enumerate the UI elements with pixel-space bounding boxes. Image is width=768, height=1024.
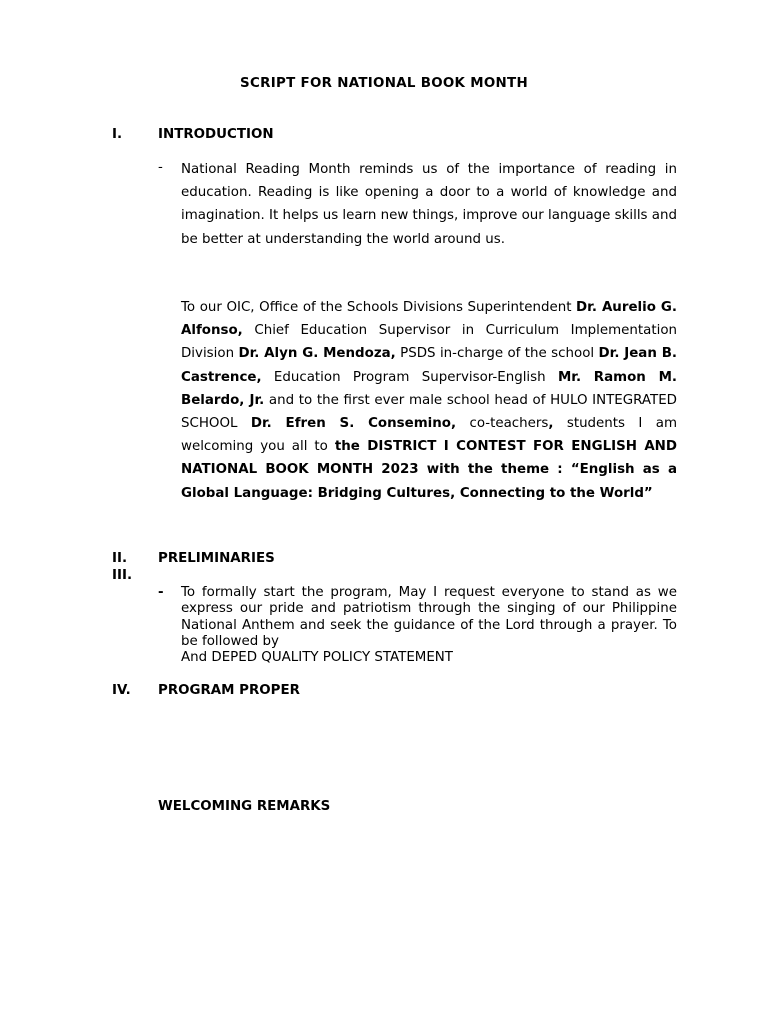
greeting-text: To our OIC, Office of the Schools Divisions Superintendent [181, 300, 577, 315]
greeting-paragraph [181, 296, 677, 505]
bullet-dash: - [158, 160, 163, 175]
section-numeral-program-proper: IV. [112, 683, 131, 698]
bullet-dash: - [158, 585, 164, 600]
greeting-text: Education Program Supervisor-English [261, 369, 558, 385]
section-numeral-extra: III. [112, 568, 133, 583]
section-heading-preliminaries: PRELIMINARIES [158, 551, 275, 566]
greeting-text: and to the first ever male school head of HULO INTEGRATED SCHOOL [181, 392, 677, 432]
preliminaries-last-line: And DEPED QUALITY POLICY STATEMENT [181, 650, 453, 665]
section-numeral-introduction: I. [112, 127, 123, 142]
greeting-name-ces: Dr. Alyn G. Mendoza, [238, 346, 396, 362]
section-numeral-preliminaries: II. [112, 551, 128, 566]
intro-paragraph: National Reading Month reminds us of the importance of reading in education. Reading is like opening a door to a world of knowledge and imagination. It helps us learn new things, improve our language skills and be better at understanding the world around us. [181, 162, 677, 247]
document-title: SCRIPT FOR NATIONAL BOOK MONTH [240, 76, 528, 91]
greeting-text: PSDS in-charge of the school [395, 346, 599, 362]
preliminaries-paragraph: To formally start the program, May I request everyone to stand as we express our pride and patriotism through the singing of our Philippine National Anthem and seek the guidance of the Lord through a prayer. To be followed by [181, 585, 677, 649]
section-heading-program-proper: PROGRAM PROPER [158, 683, 300, 698]
greeting-name-eps: Mr. Ramon M. Belardo, Jr. [181, 369, 677, 408]
section-heading-introduction: INTRODUCTION [158, 127, 274, 142]
greeting-event-theme: the DISTRICT I CONTEST FOR ENGLISH AND NATIONAL BOOK MONTH 2023 with the theme : “English as a Global Language: Bridging Cultures, Connecting to the World” [181, 439, 677, 501]
greeting-text: students I am welcoming you all to [181, 416, 678, 455]
greeting-comma: , [548, 416, 554, 432]
greeting-name-psds: Dr. Jean B. Castrence, [181, 346, 677, 385]
greeting-name-sds: Dr. Aurelio G. Alfonso, [181, 300, 677, 339]
subheading-welcoming-remarks: WELCOMING REMARKS [158, 799, 331, 814]
greeting-text: Chief Education Supervisor in Curriculum Implementation Division [181, 323, 677, 362]
greeting-text: co-teachers [456, 416, 549, 432]
greeting-name-school-head: Dr. Efren S. Consemino, [250, 416, 457, 432]
